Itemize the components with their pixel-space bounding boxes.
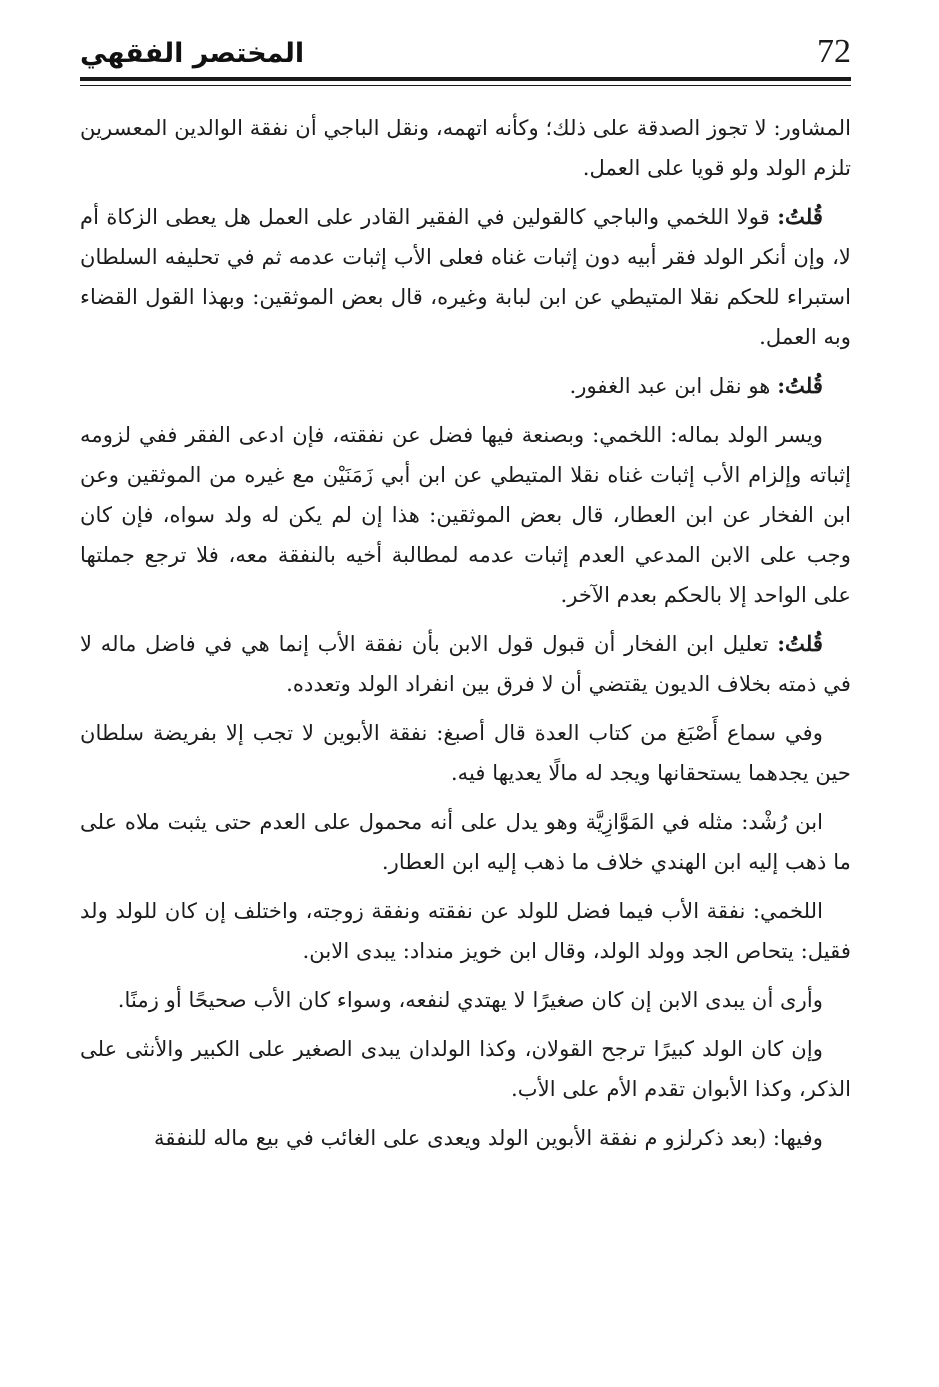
paragraph-text: هو نقل ابن عبد الغفور.: [569, 373, 778, 398]
paragraph-lead: قُلتُ:: [777, 204, 823, 229]
paragraph-text: اللخمي: نفقة الأب فيما فضل للولد عن نفقته ونفقة زوجته، واختلف إن كان للولد ولد فقيل: يتحاص الجد وولد الولد، وقال ابن خويز منداد: يبدى الابن.: [80, 898, 851, 963]
paragraph-text: وإن كان الولد كبيرًا ترجح القولان، وكذا الولدان يبدى الصغير على الكبير والأنثى على الذكر، وكذا الأبوان تقدم الأم على الأب.: [80, 1036, 851, 1101]
paragraph-text: تعليل ابن الفخار أن قبول قول الابن بأن نفقة الأب إنما هي في فاضل ماله لا في ذمته بخلاف الديون يقتضي أن لا فرق بين انفراد الولد وتعدده.: [80, 631, 851, 696]
paragraph-lead: قُلتُ:: [777, 373, 823, 398]
page-number: 72: [817, 33, 851, 70]
paragraph: [80, 197, 851, 357]
running-header: [80, 30, 851, 82]
paragraph: [80, 108, 851, 188]
book-title: المختصر الفقهي: [80, 38, 305, 69]
paragraph: [80, 366, 851, 406]
header-rule-thick: [80, 77, 851, 81]
paragraph: [80, 713, 851, 793]
paragraph: [80, 980, 851, 1020]
paragraph-text: وفي سماع أَصْبَغ من كتاب العدة قال أصبغ: نفقة الأبوين لا تجب إلا بفريضة سلطان حين يجدهما يستحقانها ويجد له مالًا يعديها فيه.: [80, 720, 851, 785]
paragraph-lead: قُلتُ:: [777, 631, 823, 656]
paragraph-text: وفيها: (بعد ذكرلزو م نفقة الأبوين الولد ويعدى على الغائب في بيع ماله للنفقة: [154, 1125, 823, 1150]
paragraph: [80, 624, 851, 704]
header-rule-thin: [80, 85, 851, 86]
paragraph: [80, 415, 851, 615]
paragraph: [80, 802, 851, 882]
paragraph-text: ويسر الولد بماله: اللخمي: وبصنعة فيها فضل عن نفقته، فإن ادعى الفقر ففي لزومه إثباته وإلزام الأب إثبات غناه نقلا المتيطي عن ابن أبي زَمَنَيْن مع غيره من الموثقين وعن ابن الفخار عن ابن العطار، قال بعض الموثقين: هذا إن لم يكن له ولد سواه، فإن كان وجب على الابن المدعي العدم إثبات عدمه لمطالبة أخيه بالنفقة معه، فلا ترجع جملتها على الواحد إلا بالحكم بعدم الآخر.: [80, 422, 851, 607]
body-text: [80, 108, 851, 1167]
paragraph-text: قولا اللخمي والباجي كالقولين في الفقير القادر على العمل هل يعطى الزكاة أم لا، وإن أنكر الولد فقر أبيه دون إثبات غناه فعلى الأب إثبات عدمه ثم في تحليفه السلطان استبراء للحكم نقلا المتيطي عن ابن لبابة وغيره، قال بعض الموثقين: وبهذا القول القضاء وبه العمل.: [80, 204, 851, 349]
paragraph-text: وأرى أن يبدى الابن إن كان صغيرًا لا يهتدي لنفعه، وسواء كان الأب صحيحًا أو زمنًا.: [117, 987, 823, 1012]
paragraph: [80, 891, 851, 971]
paragraph: [80, 1029, 851, 1109]
paragraph: [80, 1118, 851, 1158]
paragraph-text: المشاور: لا تجوز الصدقة على ذلك؛ وكأنه اتهمه، ونقل الباجي أن نفقة الوالدين المعسرين تلزم الولد ولو قويا على العمل.: [80, 115, 851, 180]
paragraph-text: ابن رُشْد: مثله في المَوَّازِيَّة وهو يدل على أنه محمول على العدم حتى يثبت ملاه على ما ذهب إليه ابن الهندي خلاف ما ذهب إليه ابن العطار.: [80, 809, 851, 874]
